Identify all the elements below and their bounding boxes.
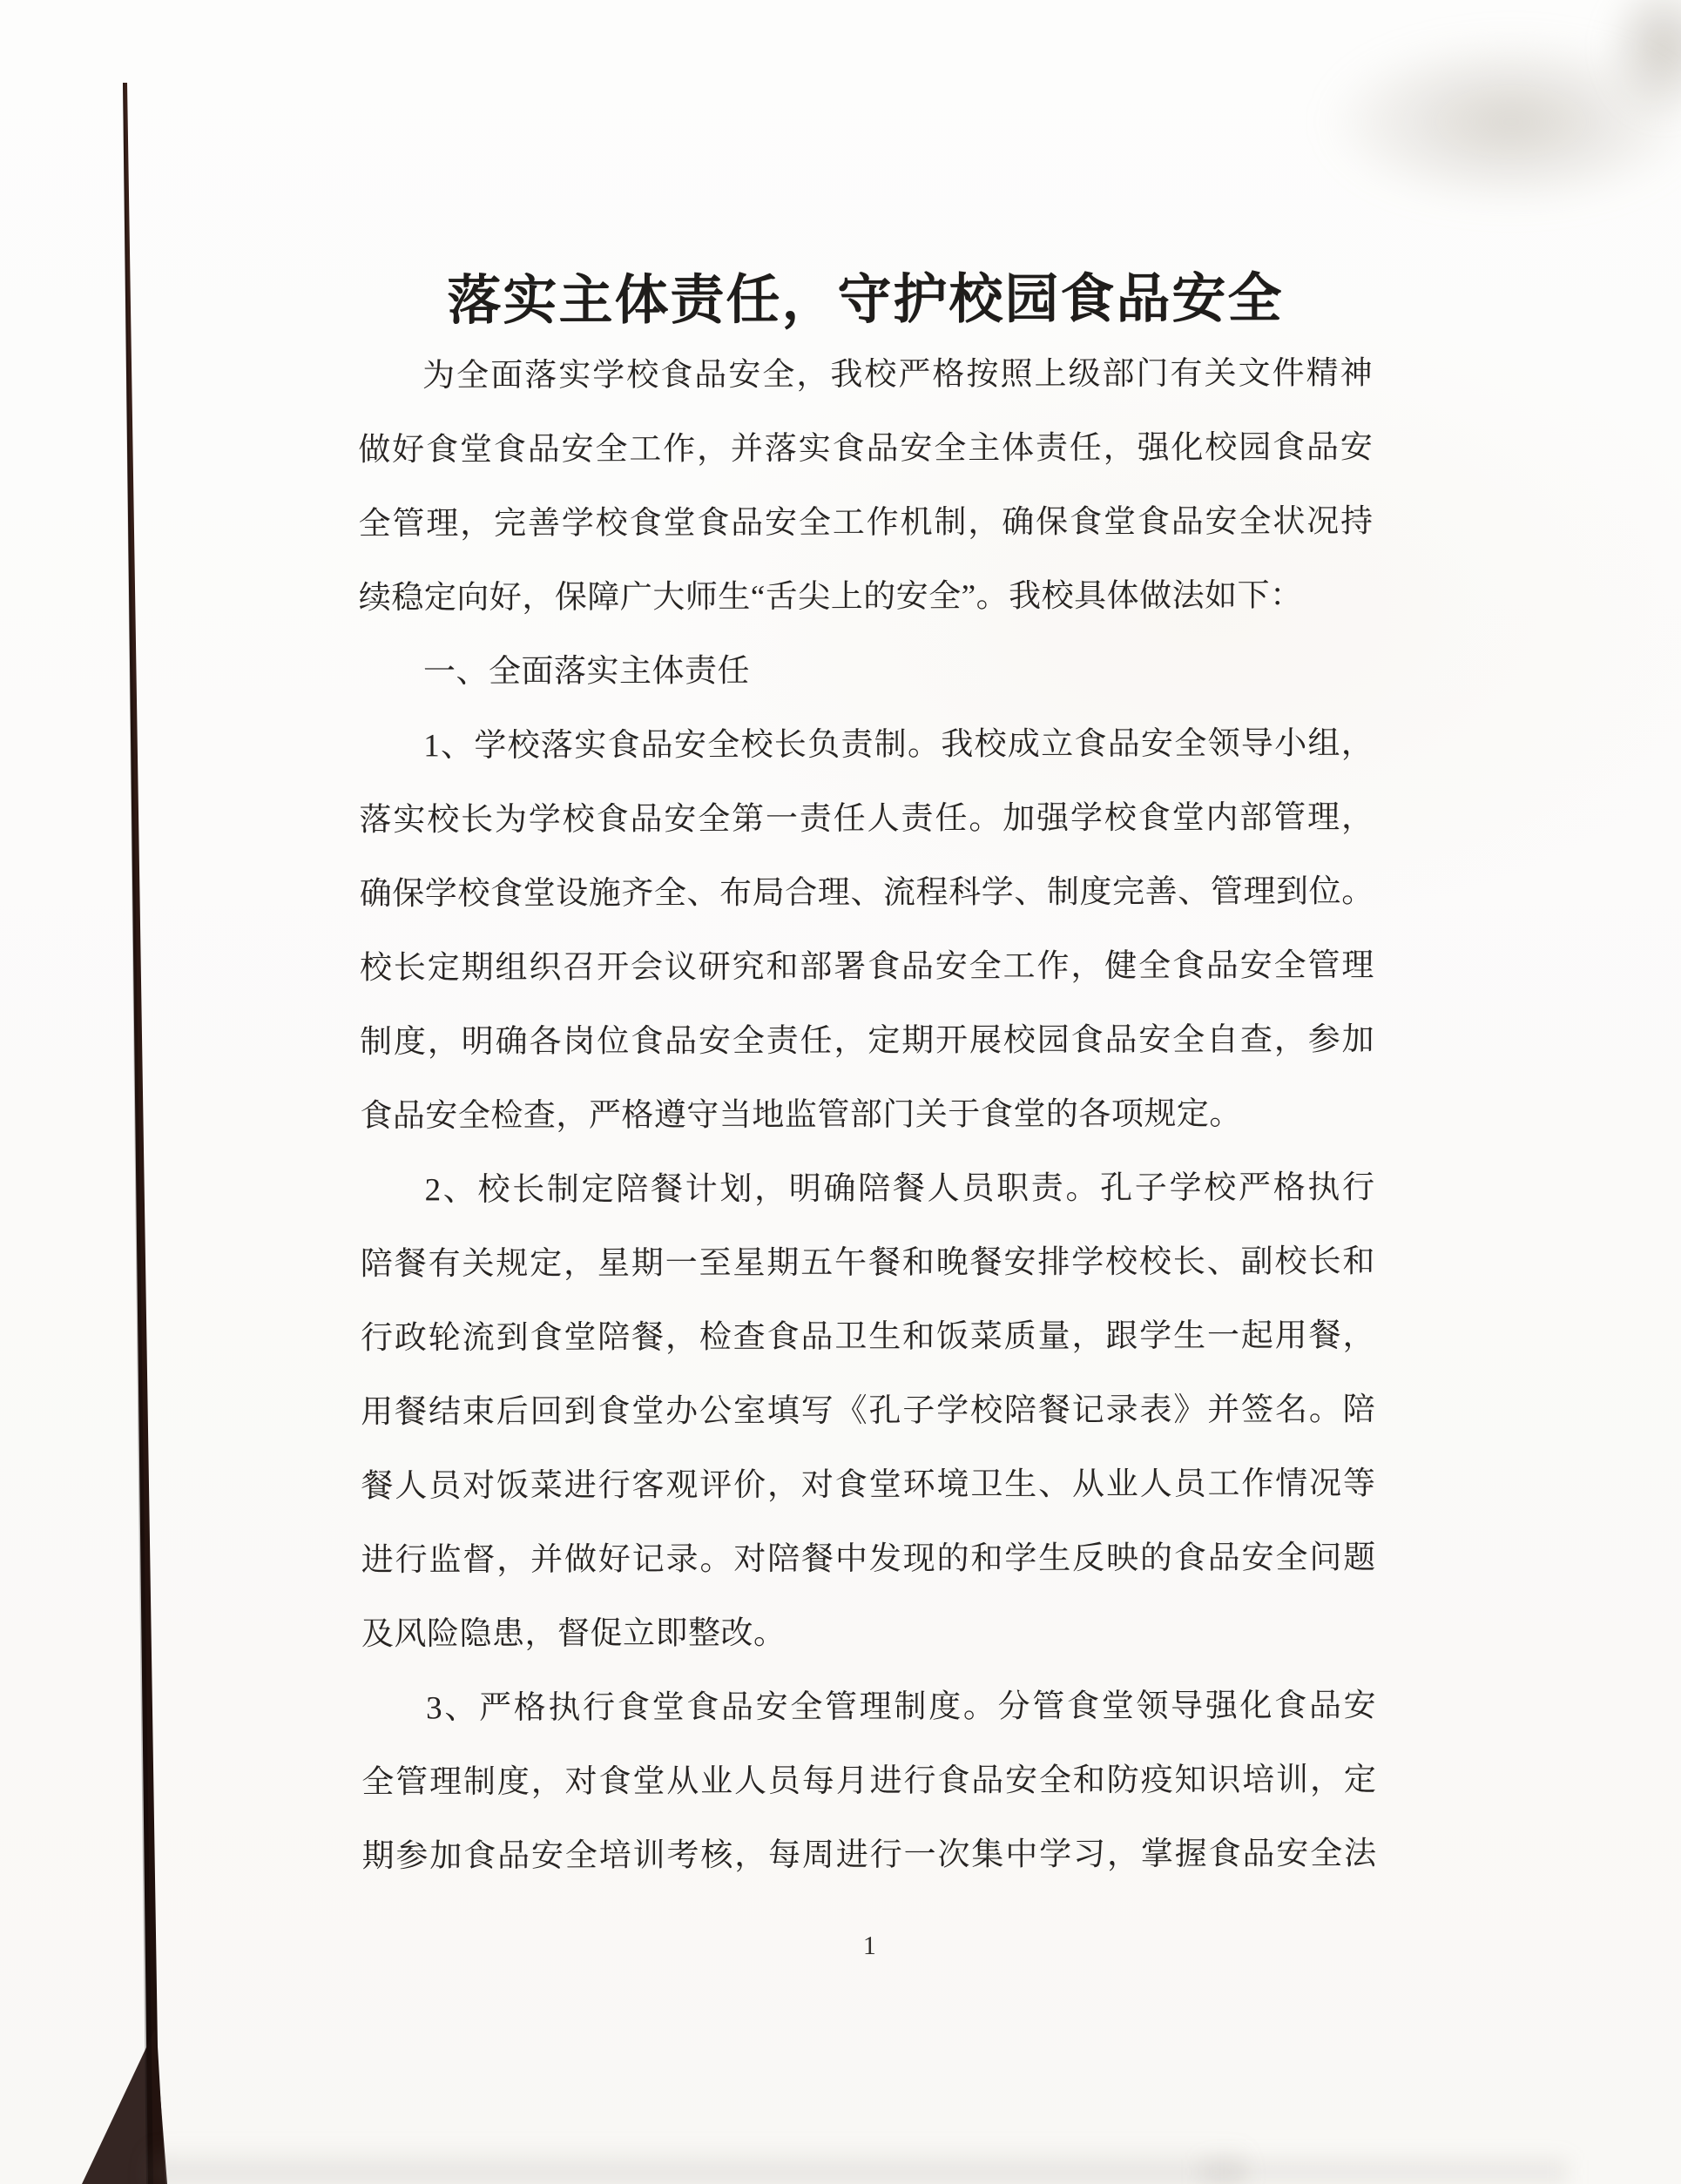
document-line: 落实校长为学校食品安全第一责任人责任。加强学校食堂内部管理， xyxy=(359,799,1374,839)
page-bottom-shadow xyxy=(148,2144,1246,2184)
page-bottom-shadow-right xyxy=(1202,2160,1568,2184)
document-line: 3、严格执行食堂食品安全管理制度。分管食堂领导强化食品安 xyxy=(426,1688,1377,1727)
document-line: 食品安全检查，严格遵守当地监管部门关于食堂的各项规定。 xyxy=(360,1095,1242,1135)
document-line: 行政轮流到食堂陪餐，检查食品卫生和饭菜质量，跟学生一起用餐， xyxy=(360,1318,1376,1357)
page-number: 1 xyxy=(862,1931,876,1961)
document-title: 落实主体责任，守护校园食品安全 xyxy=(447,268,1284,332)
document-line: 2、校长制定陪餐计划，明确陪餐人员职责。孔子学校严格执行 xyxy=(424,1170,1375,1209)
document-line: 为全面落实学校食品安全，我校严格按照上级部门有关文件精神 xyxy=(422,355,1374,394)
document-line: 全管理，完善学校食堂食品安全工作机制，确保食堂食品安全状况持 xyxy=(358,503,1374,543)
document-line: 校长定期组织召开会议研究和部署食品安全工作，健全食品安全管理 xyxy=(359,947,1374,987)
document-line: 及风险隐患，督促立即整改。 xyxy=(361,1615,786,1653)
document-line: 制度，明确各岗位食品安全责任，定期开展校园食品安全自查，参加 xyxy=(360,1021,1375,1061)
document-line: 确保学校食堂设施齐全、布局合理、流程科学、制度完善、管理到位。 xyxy=(359,873,1374,913)
document-line: 一、全面落实主体责任 xyxy=(422,653,751,691)
document-line: 续稳定向好，保障广大师生“舌尖上的安全”。我校具体做法如下： xyxy=(358,577,1303,617)
document-line: 进行监督，并做好记录。对陪餐中发现的和学生反映的食品安全问题 xyxy=(361,1540,1376,1579)
document-line: 餐人员对饭菜进行客观评价，对食堂环境卫生、从业人员工作情况等 xyxy=(361,1466,1376,1505)
document-line: 期参加食品安全培训考核，每周进行一次集中学习，掌握食品安全法 xyxy=(361,1836,1377,1875)
document-line: 用餐结束后回到食堂办公室填写《孔子学校陪餐记录表》并签名。陪 xyxy=(361,1392,1376,1431)
document-lines xyxy=(358,336,1377,1893)
document-line: 做好食堂食品安全工作，并落实食品安全主体责任，强化校园食品安 xyxy=(358,429,1374,468)
document-line: 1、学校落实食品安全校长负责制。我校成立食品安全领导小组， xyxy=(423,725,1374,765)
document-line: 陪餐有关规定，星期一至星期五午餐和晚餐安排学校校长、副校长和 xyxy=(360,1244,1375,1283)
document-line: 全管理制度，对食堂从业人员每月进行食品安全和防疫知识培训，定 xyxy=(361,1762,1377,1801)
